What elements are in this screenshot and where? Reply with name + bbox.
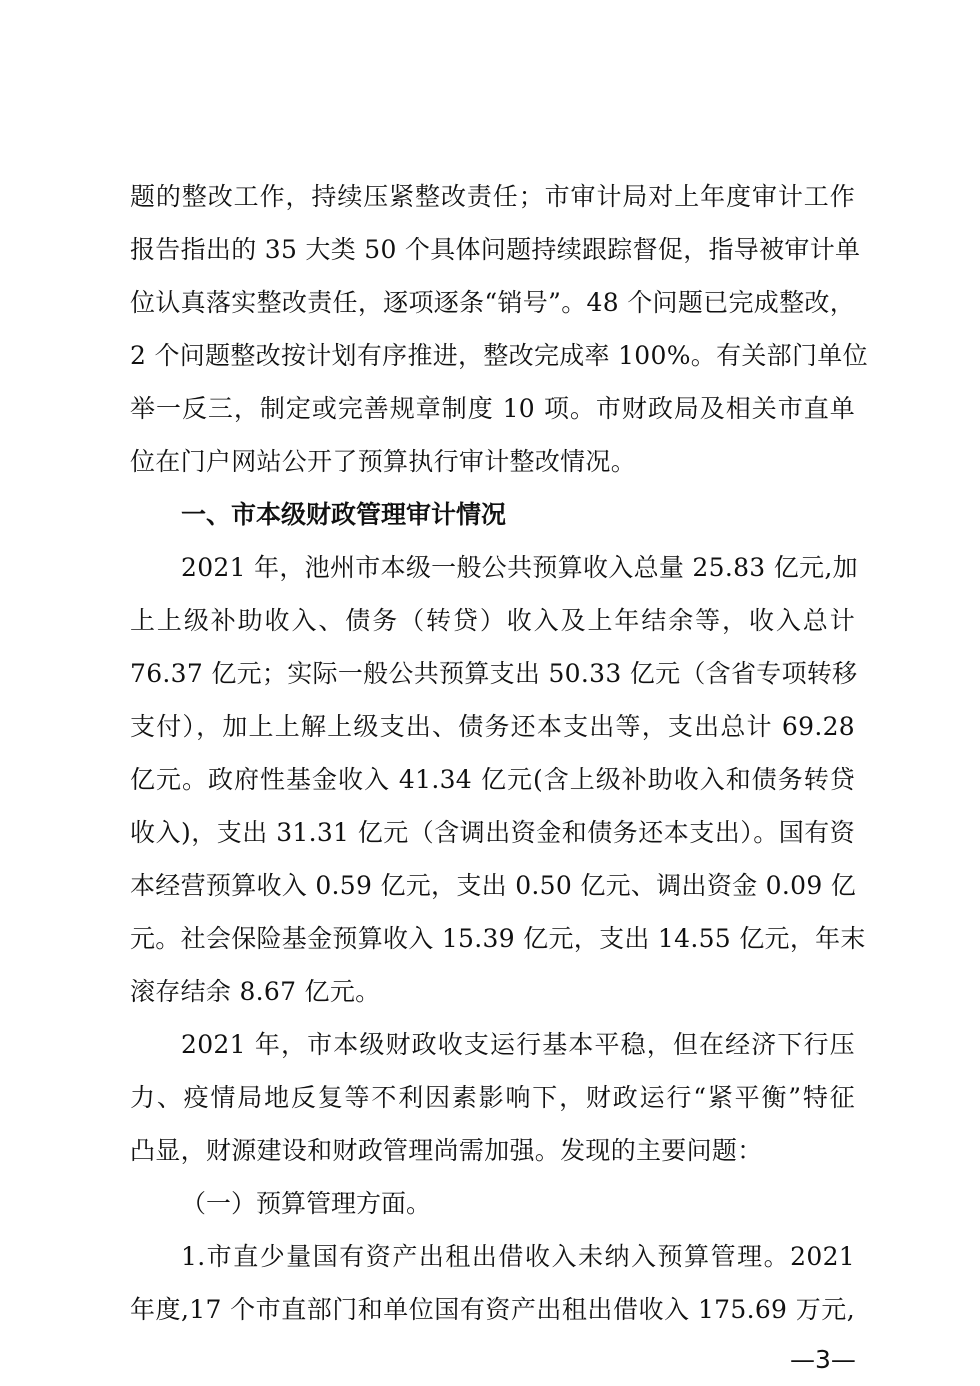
paragraph-1-line-6: 位在门户网站公开了预算执行审计整改情况。 xyxy=(130,447,637,476)
paragraph-2-line-9: 滚存结余 8.67 亿元。 xyxy=(130,977,381,1006)
paragraph-1-line-1: 题的整改工作，持续压紧整改责任；市审计局对上年度审计工作 xyxy=(130,182,855,211)
paragraph-2-line-5: 亿元。政府性基金收入 41.34 亿元(含上级补助收入和债务转贷 xyxy=(130,765,855,794)
paragraph-4-line-1: 1.市直少量国有资产出租出借收入未纳入预算管理。2021 xyxy=(181,1242,855,1271)
paragraph-3-line-3: 凸显，财源建设和财政管理尚需加强。发现的主要问题： xyxy=(130,1136,763,1165)
paragraph-2-line-2: 上上级补助收入、债务（转贷）收入及上年结余等，收入总计 xyxy=(130,606,855,635)
subsection-heading: （一）预算管理方面。 xyxy=(181,1189,432,1218)
paragraph-2-line-8: 元。社会保险基金预算收入 15.39 亿元，支出 14.55 亿元，年末 xyxy=(130,924,866,953)
paragraph-1-line-5: 举一反三，制定或完善规章制度 10 项。市财政局及相关市直单 xyxy=(130,394,855,423)
paragraph-3-line-1: 2021 年，市本级财政收支运行基本平稳，但在经济下行压 xyxy=(181,1030,855,1059)
paragraph-1-line-4: 2 个问题整改按计划有序推进，整改完成率 100%。有关部门单位 xyxy=(130,341,868,370)
paragraph-3-line-2: 力、疫情局地反复等不利因素影响下，财政运行“紧平衡”特征 xyxy=(130,1083,855,1112)
paragraph-1-line-3: 位认真落实整改责任，逐项逐条“销号”。48 个问题已完成整改， xyxy=(130,288,855,317)
paragraph-2-line-6: 收入)，支出 31.31 亿元（含调出资金和债务还本支出）。国有资 xyxy=(130,818,855,847)
section-heading: 一、市本级财政管理审计情况 xyxy=(181,500,507,529)
paragraph-1-line-2: 报告指出的 35 大类 50 个具体问题持续跟踪督促，指导被审计单 xyxy=(130,235,861,264)
paragraph-4-line-2: 年度,17 个市直部门和单位国有资产出租出借收入 175.69 万元, xyxy=(130,1295,855,1324)
paragraph-2-line-3: 76.37 亿元；实际一般公共预算支出 50.33 亿元（含省专项转移 xyxy=(130,659,858,688)
paragraph-2-line-4: 支付），加上上解上级支出、债务还本支出等，支出总计 69.28 xyxy=(130,712,855,741)
paragraph-2-line-7: 本经营预算收入 0.59 亿元，支出 0.50 亿元、调出资金 0.09 亿 xyxy=(130,871,857,900)
paragraph-2-line-1: 2021 年，池州市本级一般公共预算收入总量 25.83 亿元,加 xyxy=(181,553,858,582)
page-number: —3— xyxy=(790,1345,856,1374)
